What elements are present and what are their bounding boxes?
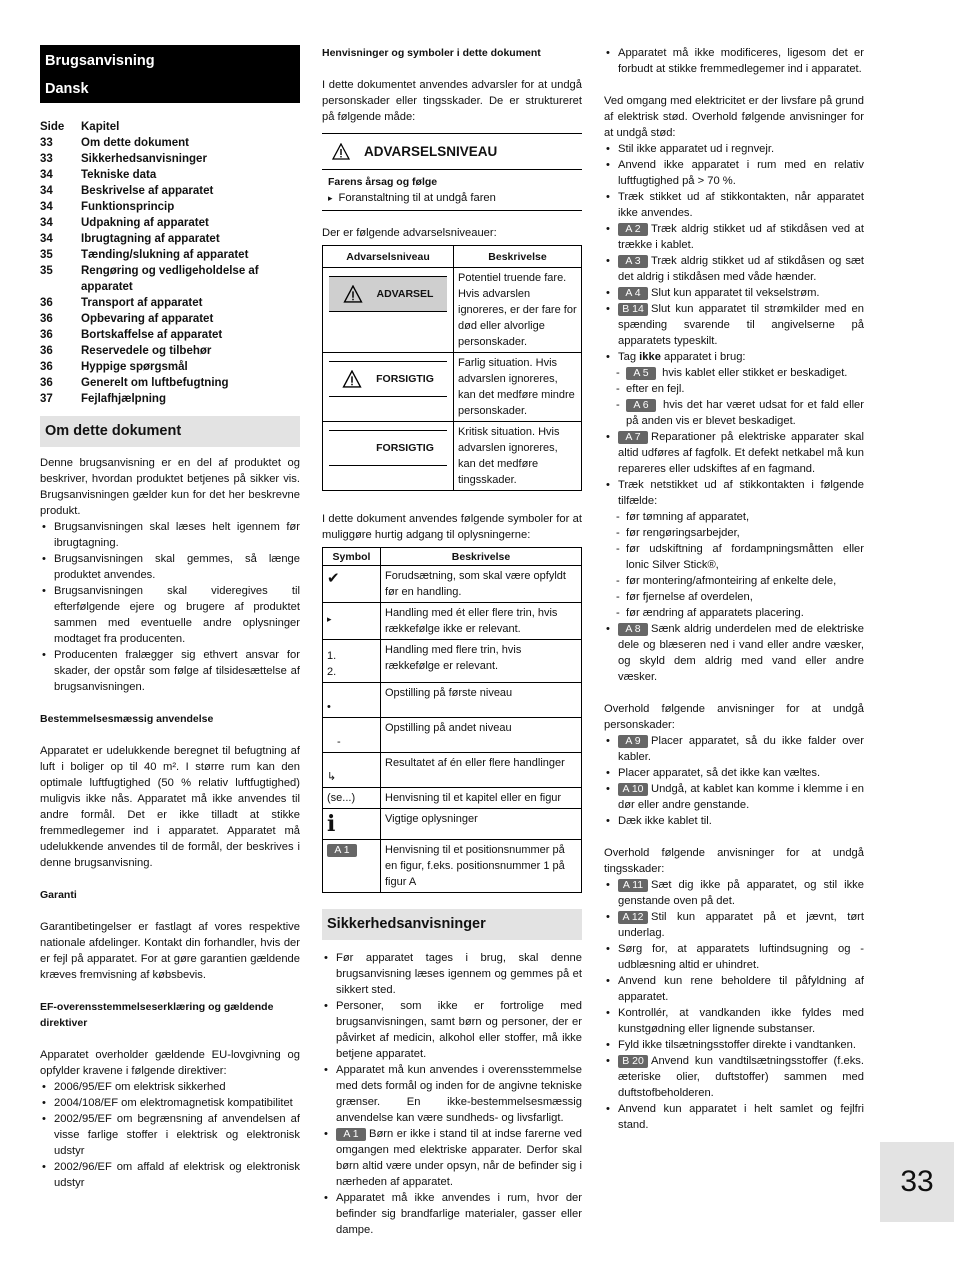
position-tag: A 8	[618, 623, 648, 636]
list-item	[604, 429, 864, 477]
list-item: • Stil ikke apparatet ud i regnvejr.	[604, 141, 864, 157]
symbol-desc: Henvisning til et positionsnummer på en figur, f.eks. positionsnummer 1 på figur A	[381, 840, 582, 893]
list-item: • 2002/95/EF om begrænsning af anvendelsen af visse farlige stoffer i elektrisk og elektronisk udstyr	[40, 1111, 300, 1159]
symbols-col-desc: Beskrivelse	[381, 548, 582, 566]
dash-symbol: -	[337, 736, 341, 748]
toc-chapter: Rengøring og vedligeholdelse af apparatet	[81, 265, 259, 293]
electricity-list-2	[604, 429, 864, 509]
symbol-desc: Vigtige oplysninger	[381, 809, 582, 840]
sub-list	[616, 365, 864, 429]
position-tag: A 7	[618, 431, 648, 444]
list-item-text: hvis kablet eller stikket er beskadiget.	[662, 367, 848, 379]
toc-col-side: Side	[40, 121, 65, 133]
list-item	[616, 365, 864, 381]
position-tag: B 20	[618, 1055, 648, 1068]
toc-row	[40, 135, 300, 151]
list-item	[604, 877, 864, 909]
toc-chapter: Bortskaffelse af apparatet	[81, 329, 223, 341]
list-item	[604, 349, 864, 365]
property-damage-intro: Overhold følgende anvisninger for at undgå tingsskader:	[604, 847, 864, 875]
list-item: • Brugsanvisningen skal gemmes, så længe produktet anvendes.	[40, 551, 300, 583]
list-item	[604, 621, 864, 685]
list-item-text: Slut kun apparatet til vekselstrøm.	[651, 287, 820, 299]
list-item: • Brugsanvisningen skal videregives til efterfølgende ejere og brugere af produktet sammen med eventuelle andre oplysninger modtaget fra producenten.	[40, 583, 300, 647]
toc-page: 34	[40, 169, 53, 181]
toc-page: 36	[40, 345, 53, 357]
safety-list	[322, 950, 582, 1238]
result-arrow-icon: ↳	[327, 771, 337, 783]
table-row	[323, 422, 582, 491]
list-item: • Personer, som ikke er fortrolige med brugsanvisningen, samt børn og personer, der er påvirket af medicin, alkohol eller stoffer, må ikke betjene apparatet.	[322, 998, 582, 1062]
column-1	[40, 45, 300, 1191]
toc-row	[40, 247, 300, 263]
toc-page: 36	[40, 361, 53, 373]
toc-row	[40, 199, 300, 215]
position-tag: B 14	[618, 303, 648, 316]
list-item: • Fyld ikke tilsætningsstoffer direkte i vandtanken.	[604, 1037, 864, 1053]
table-row	[323, 603, 582, 640]
list-item-text: Træk aldrig stikket ud af stikdåsen ved at trække i kablet.	[618, 223, 864, 251]
toc-page: 34	[40, 233, 53, 245]
toc-row	[40, 375, 300, 391]
info-icon: i	[327, 811, 336, 837]
column-2	[322, 45, 582, 1238]
toc-row	[40, 263, 300, 295]
bullet-symbol: •	[327, 701, 331, 713]
toc-row	[40, 311, 300, 327]
electricity-list	[604, 141, 864, 365]
column-3	[604, 45, 864, 1133]
list-item-text: Træk aldrig stikket ud af stikdåsen og sæt det aldrig i stikdåsen med våde hænder.	[618, 255, 864, 283]
property-damage-list	[604, 877, 864, 1133]
position-tag: A 2	[618, 223, 648, 236]
list-item-text: hvis det har været udsat for et fald eller på anden vis er blevet beskadiget.	[626, 399, 864, 427]
toc-row	[40, 359, 300, 375]
symbols-intro: I dette dokument anvendes følgende symboler for at muliggøre hurtig adgang til oplysningerne:	[322, 513, 582, 541]
position-tag: A 10	[618, 783, 648, 796]
toc-chapter: Reservedele og tilbehør	[81, 345, 212, 357]
toc-chapter: Tekniske data	[81, 169, 157, 181]
toc-page: 36	[40, 329, 53, 341]
list-item: - før tømning af apparatet,	[616, 509, 864, 525]
position-tag: A 9	[618, 735, 648, 748]
list-item	[604, 909, 864, 941]
toc-chapter: Opbevaring af apparatet	[81, 313, 214, 325]
symbol-desc: Opstilling på første niveau	[381, 683, 582, 718]
toc-chapter: Om dette dokument	[81, 137, 189, 149]
symbol-desc: Handling med flere trin, hvis rækkefølge er relevant.	[381, 640, 582, 683]
list-item: • Producenten fralægger sig ethvert ansvar for skader, der opstår som følge af tilsidesættelse af brugsanvisningen.	[40, 647, 300, 695]
list-item	[604, 221, 864, 253]
emphasis-text: ikke	[639, 351, 661, 363]
table-row	[323, 640, 582, 683]
table-row	[323, 683, 582, 718]
toc-chapter: Udpakning af apparatet	[81, 217, 209, 229]
list-item-text: Sænk aldrig underdelen med de elektriske dele og blæseren ned i vand eller andre væsker, og skyld dem aldrig med vand eller andre væsker.	[618, 623, 864, 683]
list-item: • Apparatet må ikke anvendes i rum, hvor der befinder sig brandfarlige materialer, gasser eller dampe.	[322, 1190, 582, 1238]
toc-chapter: Tænding/slukning af apparatet	[81, 249, 249, 261]
toc-chapter: Funktionsprincip	[81, 201, 175, 213]
list-item	[604, 1053, 864, 1101]
warning-levels-table	[322, 245, 582, 491]
symbol-text: (se...)	[327, 792, 356, 804]
list-item: • Apparatet må ikke modificeres, ligesom det er forbudt at stikke fremmedlegemer ind i apparatet.	[604, 45, 864, 77]
ef-text: Apparatet overholder gældende EU-lovgivning og opfylder kravene i følgende direktiver:	[40, 1049, 300, 1077]
ef-directive-list	[40, 1079, 300, 1191]
symbol-desc: Handling med ét eller flere trin, hvis rækkefølge ikke er relevant.	[381, 603, 582, 640]
warning-cause: Farens årsag og følge	[328, 176, 438, 188]
warning-triangle-icon	[332, 143, 350, 160]
toc-page: 35	[40, 265, 53, 277]
warning-level-title: ADVARSELSNIVEAU	[364, 143, 498, 159]
section-heading-om: Om dette dokument	[40, 416, 300, 447]
level-desc: Farlig situation. Hvis advarslen ignoreres, kan det medføre mindre personskader.	[454, 353, 582, 422]
section-heading-sikkerhed: Sikkerhedsanvisninger	[322, 909, 582, 940]
table-row	[323, 809, 582, 840]
warning-triangle-icon	[342, 370, 362, 388]
level-name: ADVARSEL	[376, 288, 434, 300]
toc-row	[40, 391, 300, 407]
list-item-text: Stil kun apparatet på et jævnt, tørt underlag.	[618, 911, 864, 939]
list-item: • Træk stikket ud af stikkontakten, når apparatet ikke anvendes.	[604, 189, 864, 221]
toc-page: 35	[40, 249, 53, 261]
list-item	[616, 397, 864, 429]
check-icon: ✔	[327, 570, 340, 587]
list-item-text: Anvend kun vandtilsætningsstoffer (f.eks. æteriske olier, duftstoffer) sammen med duftstofbeholderen.	[618, 1055, 864, 1099]
toc-page: 33	[40, 153, 53, 165]
toc-col-kapitel: Kapitel	[81, 121, 120, 133]
symbol-desc: Forudsætning, som skal være opfyldt før en handling.	[381, 566, 582, 603]
henvisninger-text: I dette dokumentet anvendes advarsler for at undgå personskader eller tingsskader. De er struktureret på følgende måde:	[322, 79, 582, 123]
list-item-text: Reparationer på elektriske apparater skal altid udføres af fagfolk. Et defekt netkabel må kun repareres eller udskiftes af en fagmand.	[618, 431, 864, 475]
toc-row	[40, 231, 300, 247]
symbol-desc: Henvisning til et kapitel eller en figur	[381, 788, 582, 809]
toc-row	[40, 327, 300, 343]
toc-page: 37	[40, 393, 53, 405]
symbol-text: 1. 2.	[327, 650, 337, 678]
levels-intro: Der er følgende advarselsniveauer:	[322, 227, 497, 239]
om-bullet-list	[40, 519, 300, 695]
toc-chapter: Hyppige spørgsmål	[81, 361, 188, 373]
page-number: 33	[880, 1142, 954, 1222]
bestemmelse-text: Apparatet er udelukkende beregnet til befugtning af luft i boliger op til 40 m². I større rum kan den optimale luftfugtighed (50 % relativ luftfugtighed) muligvis ikke nås. Apparatet må ikke anvendes til andre formål. Det er ikke tilladt at stikke fremmedlegemer ind i apparatet. Apparatet må udelukkende anvendes til de formål, der beskrives i denne brugsanvisning.	[40, 745, 300, 869]
list-item: - før udskiftning af fordampningsmåtten eller lonic Silver Stick®,	[616, 541, 864, 573]
toc-page: 34	[40, 185, 53, 197]
levels-col-level: Advarselsniveau	[323, 246, 454, 268]
table-row	[323, 566, 582, 603]
list-item: • 2002/96/EF om affald af elektrisk og elektronisk udstyr	[40, 1159, 300, 1191]
level-name: FORSIGTIG	[376, 373, 434, 385]
warning-structure-box	[322, 133, 582, 211]
header-language: Dansk	[45, 81, 89, 97]
level-desc: Potentiel truende fare. Hvis advarslen ignoreres, er der fare for død eller alvorlige personskader.	[454, 268, 582, 353]
electricity-intro: Ved omgang med elektricitet er der livsfare på grund af elektrisk stød. Overhold følgende anvisninger for at undgå stød:	[604, 95, 864, 139]
warning-measure: Foranstaltning til at undgå faren	[338, 192, 496, 204]
levels-col-desc: Beskrivelse	[454, 246, 582, 268]
position-tag: A 6	[626, 399, 656, 412]
table-of-contents	[40, 119, 300, 407]
table-row	[323, 840, 582, 893]
symbols-col-symbol: Symbol	[323, 548, 381, 566]
subheading-bestemmelse: Bestemmelsesmæssig anvendelse	[40, 713, 214, 725]
table-row	[323, 753, 582, 788]
list-item-text: Børn er ikke i stand til at indse farerne ved omgangen med elektriske apparater. Derfor skal børn altid være under opsyn, når de befinder sig i nærheden af apparatet.	[336, 1128, 582, 1188]
toc-row	[40, 295, 300, 311]
manual-header	[40, 45, 300, 103]
warning-triangle-icon	[343, 285, 363, 303]
list-item: • Kontrollér, at vandkanden ikke fyldes med kunstgødning eller lignende substanser.	[604, 1005, 864, 1037]
list-item: • Dæk ikke kablet til.	[604, 813, 864, 829]
electricity-list-3	[604, 621, 864, 685]
list-item-text: Tag	[618, 351, 640, 363]
toc-chapter: Transport af apparatet	[81, 297, 203, 309]
list-item: • Anvend kun rene beholdere til påfyldning af apparatet.	[604, 973, 864, 1005]
list-item-text: Undgå, at kablet kan komme i klemme i en dør eller andre genstande.	[618, 783, 864, 811]
personal-injury-list	[604, 733, 864, 829]
position-tag: A 4	[618, 287, 648, 300]
list-item: • 2006/95/EF om elektrisk sikkerhed	[40, 1079, 300, 1095]
list-item: - efter en fejl.	[616, 381, 864, 397]
toc-row	[40, 215, 300, 231]
symbols-table	[322, 547, 582, 893]
toc-page: 36	[40, 377, 53, 389]
list-item: • Træk netstikket ud af stikkontakten i følgende tilfælde:	[604, 477, 864, 509]
list-item: - før rengøringsarbejder,	[616, 525, 864, 541]
list-item: - før fjernelse af overdelen,	[616, 589, 864, 605]
toc-row	[40, 151, 300, 167]
list-item-text: Slut kun apparatet til strømkilder med en spænding svarende til angivelserne på apparatets typeskilt.	[618, 303, 864, 347]
list-item	[604, 285, 864, 301]
unplug-cases-list	[616, 509, 864, 621]
list-item: • Placer apparatet, så det ikke kan væltes.	[604, 765, 864, 781]
table-row	[323, 788, 582, 809]
list-item-text: apparatet i brug:	[660, 351, 746, 363]
toc-row	[40, 167, 300, 183]
list-item-text: Sæt dig ikke på apparatet, og stil ikke genstande oven på det.	[618, 879, 864, 907]
list-item: • Brugsanvisningen skal læses helt igennem før ibrugtagning.	[40, 519, 300, 551]
om-intro: Denne brugsanvisning er en del af produktet og beskriver, hvordan produktet betjenes på sikker vis. Brugsanvisningen gælder kun for det her beskrevne produkt.	[40, 457, 300, 517]
toc-chapter: Fejlafhjælpning	[81, 393, 166, 405]
list-item: - før montering/afmonteiring af enkelte dele,	[616, 573, 864, 589]
position-tag: A 11	[618, 879, 648, 892]
toc-page: 33	[40, 137, 53, 149]
toc-page: 34	[40, 217, 53, 229]
action-arrow-icon: ▸	[328, 193, 333, 203]
list-item: • Apparatet må kun anvendes i overensstemmelse med dets formål og inden for de angivne tekniske grænser. En ikke-bestemmelsesmæssig anvendelse kan være sundheds- og livsfarligt.	[322, 1062, 582, 1126]
symbol-desc: Resultatet af én eller flere handlinger	[381, 753, 582, 788]
table-row	[323, 353, 582, 422]
list-item	[604, 253, 864, 285]
list-item	[604, 733, 864, 765]
toc-chapter: Sikkerhedsanvisninger	[81, 153, 207, 165]
personal-injury-intro: Overhold følgende anvisninger for at undgå personskader:	[604, 703, 864, 731]
action-arrow-icon: ▸	[327, 614, 332, 624]
subheading-garanti: Garanti	[40, 889, 77, 901]
list-item: • Anvend ikke apparatet i rum med en relativ luftfugtighed på > 70 %.	[604, 157, 864, 189]
position-tag: A 1	[327, 844, 357, 857]
garanti-text: Garantibetingelser er fastlagt af vores respektive nationale afdelinger. Kontakt din forhandler, hvis der er fejl på apparatet. For at gøre garantien gældende kræves fremvisning af købsbevis.	[40, 921, 300, 981]
toc-page: 34	[40, 201, 53, 213]
list-item	[322, 1126, 582, 1190]
list-item	[604, 781, 864, 813]
list-item: - før ændring af apparatets placering.	[616, 605, 864, 621]
toc-row	[40, 183, 300, 199]
table-row	[323, 268, 582, 353]
toc-page: 36	[40, 313, 53, 325]
list-item: • 2004/108/EF om elektromagnetisk kompatibilitet	[40, 1095, 300, 1111]
list-item: • Før apparatet tages i brug, skal denne brugsanvisning læses igennem og gemmes på et sikkert sted.	[322, 950, 582, 998]
toc-chapter: Beskrivelse af apparatet	[81, 185, 214, 197]
list-item	[604, 301, 864, 349]
toc-chapter: Generelt om luftbefugtning	[81, 377, 229, 389]
position-tag: A 12	[618, 911, 648, 924]
list-item: • Sørg for, at apparatets luftindsugning og -udblæsning altid er uhindret.	[604, 941, 864, 973]
header-title: Brugsanvisning	[45, 53, 155, 69]
subheading-henvisninger: Henvisninger og symboler i dette dokument	[322, 47, 541, 59]
position-tag: A 5	[626, 367, 656, 380]
position-tag: A 1	[336, 1128, 366, 1141]
toc-chapter: Ibrugtagning af apparatet	[81, 233, 220, 245]
table-row	[323, 718, 582, 753]
subheading-ef: EF-overensstemmelseserklæring og gældende direktiver	[40, 1001, 274, 1029]
level-desc: Kritisk situation. Hvis advarslen ignoreres, kan det medføre tingsskader.	[454, 422, 582, 491]
symbol-desc: Opstilling på andet niveau	[381, 718, 582, 753]
toc-page: 36	[40, 297, 53, 309]
list-item: • Anvend kun apparatet i helt samlet og fejlfri stand.	[604, 1101, 864, 1133]
position-tag: A 3	[618, 255, 648, 268]
level-name: FORSIGTIG	[376, 442, 434, 454]
toc-row	[40, 343, 300, 359]
list-item-text: Placer apparatet, så du ikke falder over kabler.	[618, 735, 864, 763]
